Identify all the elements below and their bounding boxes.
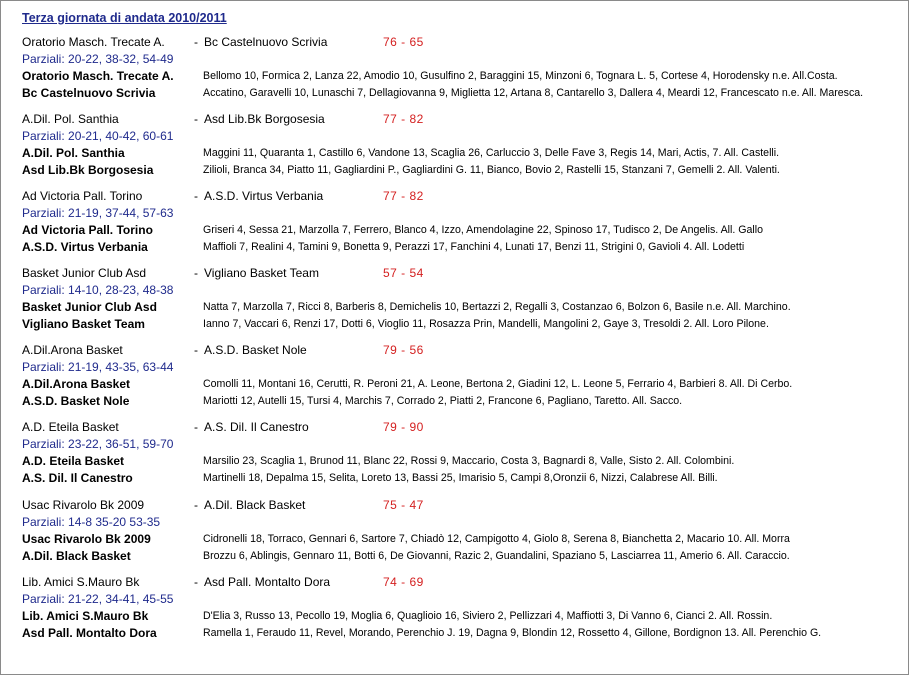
home-team-name: Lib. Amici S.Mauro Bk — [22, 575, 140, 589]
game-block — [22, 111, 902, 181]
away-team-name: A.S.D. Virtus Verbania — [204, 189, 324, 203]
final-score: 76 - 65 — [383, 35, 424, 49]
home-players: Marsilio 23, Scaglia 1, Brunod 11, Blanc 22, Rossi 9, Maccario, Costa 3, Bagnardi 8, Valle, Sisto 2. All. Colombini. — [203, 455, 735, 467]
away-team-name: Asd Pall. Montalto Dora — [204, 575, 331, 589]
away-team-label: A.Dil. Black Basket — [22, 549, 131, 563]
game-block — [22, 419, 902, 489]
partial-scores: Parziali: 20-22, 38-32, 54-49 — [22, 52, 174, 66]
home-team-name: Oratorio Masch. Trecate A. — [22, 35, 165, 49]
away-team-label: Bc Castelnuovo Scrivia — [22, 86, 156, 100]
away-team-name: Vigliano Basket Team — [204, 266, 319, 280]
away-players: Maffioli 7, Realini 4, Tamini 9, Bonetta 9, Perazzi 17, Fanchini 4, Lunati 17, Benzi 11, Strigini 0, Gavioli 4. All. Lodetti — [203, 241, 745, 253]
partial-scores: Parziali: 23-22, 36-51, 59-70 — [22, 437, 174, 451]
separator: - — [194, 343, 198, 357]
game-block — [22, 34, 902, 104]
home-team-label: Usac Rivarolo Bk 2009 — [22, 532, 151, 546]
game-block — [22, 497, 902, 567]
home-team-label: Ad Victoria Pall. Torino — [22, 223, 153, 237]
partial-scores: Parziali: 14-8 35-20 53-35 — [22, 515, 161, 529]
separator: - — [194, 420, 198, 434]
away-players: Brozzu 6, Ablingis, Gennaro 11, Botti 6, De Giovanni, Razic 2, Guandalini, Spaziano 5, Lasciarrea 11, Amerio 6. All. Caraccio. — [203, 550, 790, 562]
home-team-label: A.Dil.Arona Basket — [22, 377, 131, 391]
home-players: D'Elia 3, Russo 13, Pecollo 19, Moglia 6, Quaglioio 16, Siviero 2, Pellizzari 4, Maffiotti 3, Di Vanno 6, Cianci 2. All. Rossin. — [203, 610, 773, 622]
away-team-name: A.S.D. Basket Nole — [204, 343, 307, 357]
home-team-label: A.D. Eteila Basket — [22, 454, 125, 468]
partial-scores: Parziali: 21-19, 37-44, 57-63 — [22, 206, 174, 220]
separator: - — [194, 189, 198, 203]
partial-scores: Parziali: 14-10, 28-23, 48-38 — [22, 283, 174, 297]
home-team-name: A.D. Eteila Basket — [22, 420, 119, 434]
away-team-label: A.S.D. Virtus Verbania — [22, 240, 148, 254]
separator: - — [194, 498, 198, 512]
away-team-name: Asd Lib.Bk Borgosesia — [204, 112, 325, 126]
away-team-label: Asd Pall. Montalto Dora — [22, 626, 157, 640]
final-score: 75 - 47 — [383, 498, 424, 512]
home-players: Comolli 11, Montani 16, Cerutti, R. Peroni 21, A. Leone, Bertona 2, Giadini 12, L. Leone 5, Ferrario 4, Barbieri 8. All. Di Cerbo. — [203, 378, 793, 390]
home-team-name: Usac Rivarolo Bk 2009 — [22, 498, 145, 512]
home-players: Cidronelli 18, Torraco, Gennari 6, Sartore 7, Chiadò 12, Campigotto 4, Giolo 8, Serena 8, Bianchetta 2, Macario 10. All. Morra — [203, 533, 790, 545]
away-team-label: A.S. Dil. Il Canestro — [22, 471, 133, 485]
home-team-label: Lib. Amici S.Mauro Bk — [22, 609, 149, 623]
separator: - — [194, 575, 198, 589]
final-score: 79 - 56 — [383, 343, 424, 357]
home-team-name: A.Dil.Arona Basket — [22, 343, 123, 357]
away-team-name: A.S. Dil. Il Canestro — [204, 420, 309, 434]
away-team-name: A.Dil. Black Basket — [204, 498, 306, 512]
away-players: Mariotti 12, Autelli 15, Tursi 4, Marchis 7, Corrado 2, Piatti 2, Francone 6, Pagliano, Taretto. All. Sacco. — [203, 395, 683, 407]
final-score: 74 - 69 — [383, 575, 424, 589]
away-players: Ianno 7, Vaccari 6, Renzi 17, Dotti 6, Vioglio 11, Rosazza Prin, Mandelli, Mangolini 2, Gaye 3, Tresoldi 2. All. Loro Pilone. — [203, 318, 769, 330]
home-players: Griseri 4, Sessa 21, Marzolla 7, Ferrero, Blanco 4, Izzo, Amendolagine 22, Spinoso 17, Tudisco 2, De Angelis. All. Gallo — [203, 224, 763, 236]
partial-scores: Parziali: 21-19, 43-35, 63-44 — [22, 360, 174, 374]
home-team-label: A.Dil. Pol. Santhia — [22, 146, 125, 160]
final-score: 77 - 82 — [383, 189, 424, 203]
away-team-label: A.S.D. Basket Nole — [22, 394, 130, 408]
separator: - — [194, 35, 198, 49]
game-block — [22, 342, 902, 412]
separator: - — [194, 112, 198, 126]
away-players: Martinelli 18, Depalma 15, Selita, Loreto 13, Bassi 25, Imarisio 5, Campi 8,Oronzii 6, Nizzi, Calabrese All. Billi. — [203, 472, 718, 484]
final-score: 77 - 82 — [383, 112, 424, 126]
game-block — [22, 265, 902, 335]
home-team-label: Basket Junior Club Asd — [22, 300, 157, 314]
away-players: Accatino, Garavelli 10, Lunaschi 7, Dellagiovanna 9, Miglietta 12, Artana 8, Cantarello 3, Dallera 4, Meardi 12, Francescato n.e. All. Maresca. — [203, 87, 864, 99]
home-team-label: Oratorio Masch. Trecate A. — [22, 69, 174, 83]
home-players: Natta 7, Marzolla 7, Ricci 8, Barberis 8, Demichelis 10, Bertazzi 2, Regalli 3, Costanzao 6, Bolzon 6, Basile n.e. All. Marchino. — [203, 301, 791, 313]
away-team-label: Asd Lib.Bk Borgosesia — [22, 163, 154, 177]
page-title: Terza giornata di andata 2010/2011 — [22, 11, 227, 25]
home-team-name: Ad Victoria Pall. Torino — [22, 189, 143, 203]
final-score: 57 - 54 — [383, 266, 424, 280]
away-players: Zilioli, Branca 34, Piatto 11, Gagliardini P., Gagliardini G. 11, Bianco, Bovio 2, Rastelli 15, Stanzani 7, Gemelli 2. All. Valenti. — [203, 164, 780, 176]
home-players: Maggini 11, Quaranta 1, Castillo 6, Vandone 13, Scaglia 26, Carluccio 3, Delle Fave 3, Regis 14, Mari, Actis, 7. All. Castelli. — [203, 147, 780, 159]
partial-scores: Parziali: 21-22, 34-41, 45-55 — [22, 592, 174, 606]
away-team-label: Vigliano Basket Team — [22, 317, 145, 331]
partial-scores: Parziali: 20-21, 40-42, 60-61 — [22, 129, 174, 143]
home-players: Bellomo 10, Formica 2, Lanza 22, Amodio 10, Gusulfino 2, Baraggini 15, Minzoni 6, Tognara L. 5, Cortese 4, Horodensky n.e. All.Costa. — [203, 70, 838, 82]
game-block — [22, 188, 902, 258]
game-block — [22, 574, 902, 644]
final-score: 79 - 90 — [383, 420, 424, 434]
home-team-name: Basket Junior Club Asd — [22, 266, 147, 280]
separator: - — [194, 266, 198, 280]
away-team-name: Bc Castelnuovo Scrivia — [204, 35, 328, 49]
home-team-name: A.Dil. Pol. Santhia — [22, 112, 119, 126]
away-players: Ramella 1, Feraudo 11, Revel, Morando, Perenchio J. 19, Dagna 9, Blondin 12, Rossetto 4, Gillone, Bordignon 13. All. Perenchio G. — [203, 627, 822, 639]
